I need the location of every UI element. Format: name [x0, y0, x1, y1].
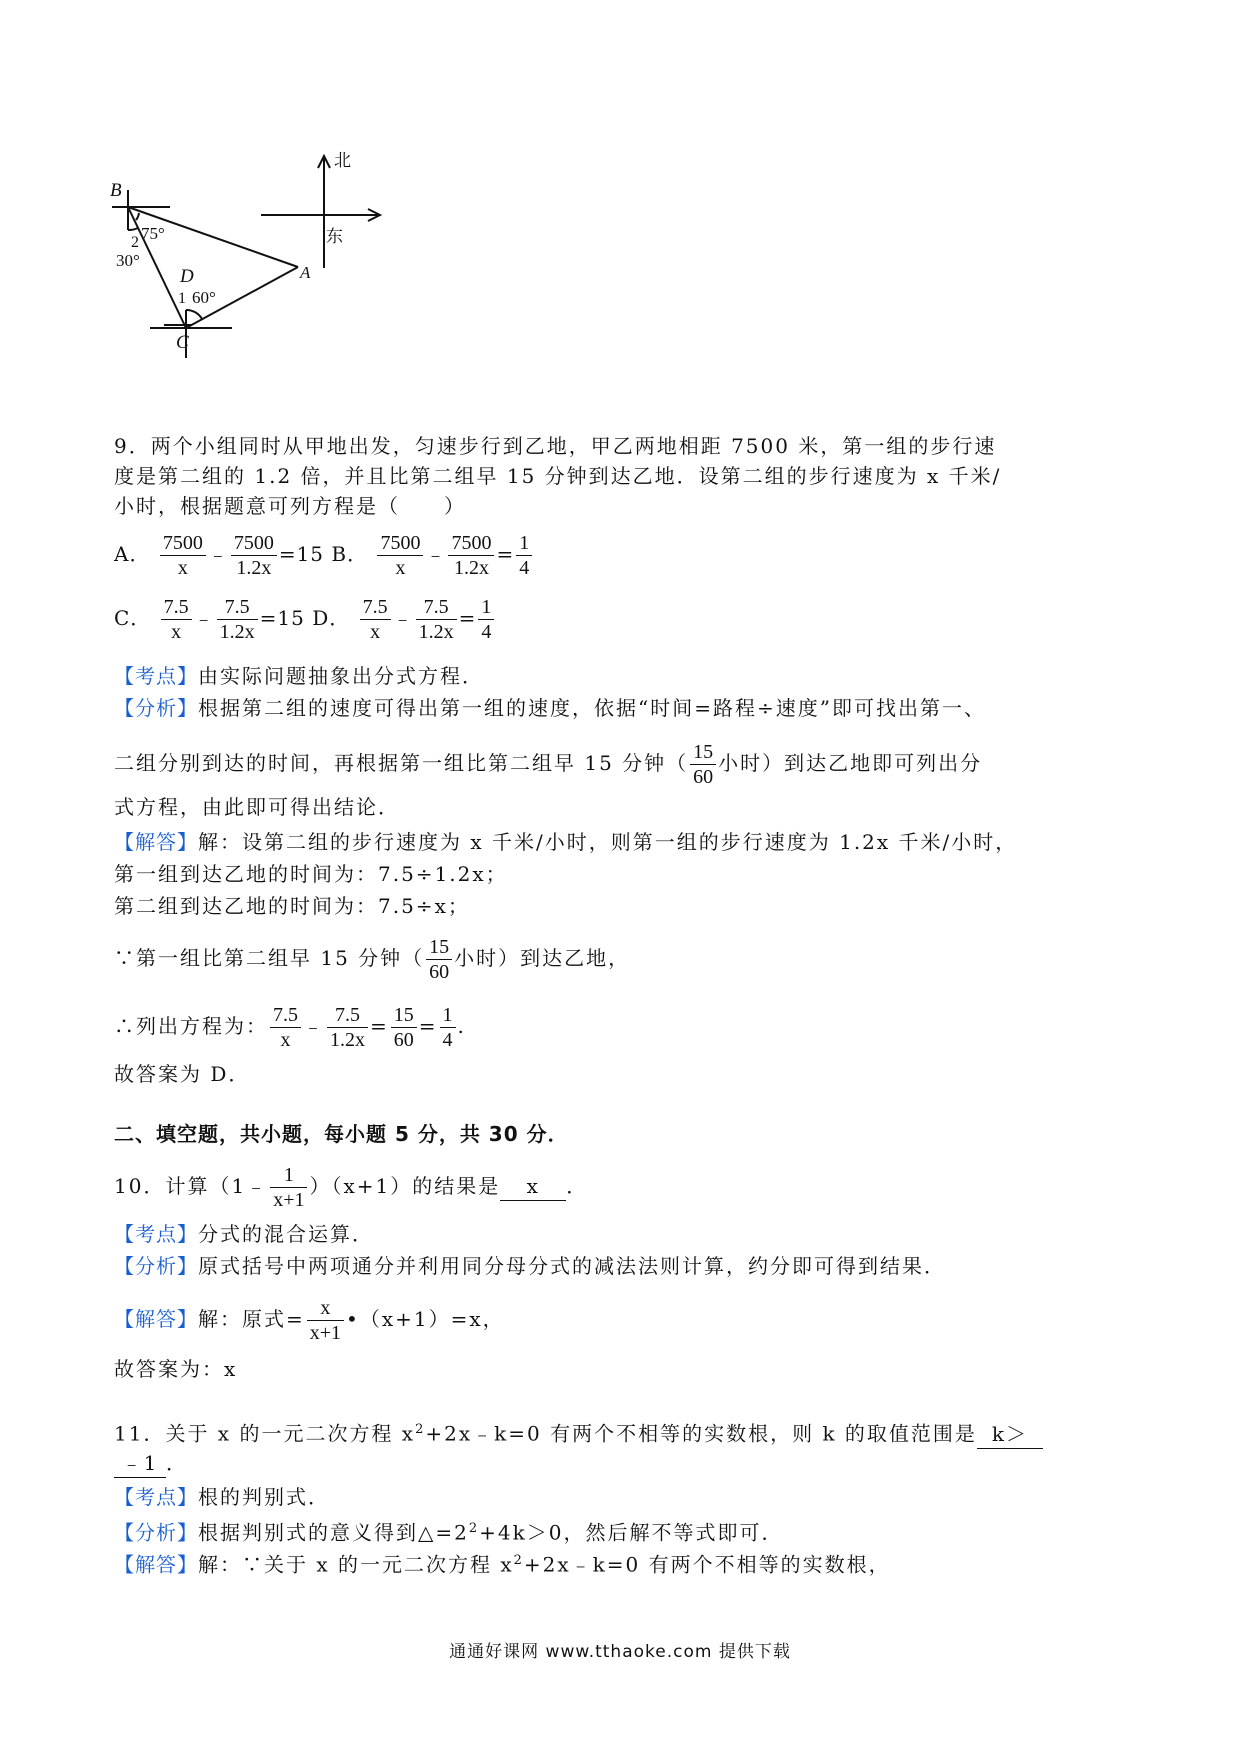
q10-stem: 10．计算（1﹣ $\frac{1}{x+1}$ ）（x+1）的结果是 x ． — [114, 1164, 589, 1211]
page-footer: 通通好课网 www.tthaoke.com 提供下载 — [449, 1642, 791, 1662]
kaodian-tag: 【考点】 — [114, 664, 198, 688]
option-C-rhs: =15 — [259, 606, 305, 630]
q11-answer-blank-2: ﹣1 — [114, 1449, 166, 1478]
q9-kaodian: 【考点】由实际问题抽象出分式方程． — [114, 664, 484, 688]
q10-jieda: 【解答】解：原式= $\frac{x}{x+1}$ •（x+1）=x， — [114, 1297, 505, 1344]
option-A-fraction-2: $\frac{7500}{1.2x}$ — [231, 531, 277, 580]
point-D-label: D — [180, 266, 194, 287]
fenxi-tag: 【分析】 — [114, 696, 198, 720]
option-B-fraction-1: $\frac{7500}{x}$ — [377, 531, 423, 580]
q9-jieda-line3: 第二组到达乙地的时间为：7.5÷x； — [114, 894, 470, 918]
angle-60-label: 60° — [192, 288, 216, 307]
option-D-fraction-1: $\frac{7.5}{x}$ — [360, 595, 391, 644]
q10-fenxi: 【分析】原式括号中两项通分并利用同分母分式的减法法则计算，约分即可得到结果． — [114, 1254, 946, 1278]
option-B-fraction-rhs: $\frac{1}{4}$ — [516, 531, 532, 580]
q11-stem-line2: ﹣1 ． — [114, 1449, 188, 1478]
point-A-label: A — [300, 263, 311, 282]
q10-kaodian: 【考点】分式的混合运算． — [114, 1222, 374, 1246]
geometry-figure — [108, 150, 388, 410]
option-C-fraction-2: $\frac{7.5}{1.2x}$ — [217, 595, 258, 644]
option-A-fraction-1: $\frac{7500}{x}$ — [160, 531, 206, 580]
section-2-heading: 二、填空题，共小题，每小题 5 分，共 30 分． — [114, 1122, 569, 1146]
q9-jieda-line2: 第一组到达乙地的时间为：7.5÷1.2x； — [114, 862, 508, 886]
q10-answer: 故答案为：x — [114, 1357, 238, 1381]
q10-fraction: $\frac{1}{x+1}$ — [270, 1163, 307, 1212]
angle-2-label: 2 — [131, 234, 139, 251]
option-D-label: D． — [312, 606, 351, 630]
jieda-tag: 【解答】 — [114, 830, 198, 854]
q9-fenxi-line3: 式方程，由此即可得出结论． — [114, 795, 400, 819]
angle-30-label: 30° — [116, 251, 140, 270]
q9-stem-line2: 度是第二组的 1.2 倍，并且比第二组早 15 分钟到达乙地．设第二组的步行速度为 x 千米/ — [114, 464, 1002, 488]
fenxi-fraction: $\frac{15}{60}$ — [690, 740, 716, 789]
q11-jieda: 【解答】解：∵关于 x 的一元二次方程 $x^2+2x﹣k=0$ 有两个不相等的实数根， — [114, 1552, 891, 1577]
option-C-label: C． — [114, 606, 152, 630]
angle-1-label: 1 — [178, 290, 186, 307]
q9-stem-line1: 9．两个小组同时从甲地出发，匀速步行到乙地，甲乙两地相距 7500 米，第一组的步行速 — [114, 434, 997, 458]
q11-fenxi: 【分析】根据判别式的意义得到$\triangle=2^2+4k>0$，然后解不等式即可． — [114, 1520, 784, 1545]
point-B-label: B — [110, 180, 122, 201]
option-A-rhs: =15 — [278, 542, 325, 566]
option-A-label: A． — [114, 542, 151, 566]
q9-answer: 故答案为 D． — [114, 1062, 251, 1086]
option-C-fraction-1: $\frac{7.5}{x}$ — [161, 595, 192, 644]
q10-jieda-fraction: $\frac{x}{x+1}$ — [307, 1296, 344, 1345]
q9-fenxi-line2: 二组分别到达的时间，再根据第一组比第二组早 15 分钟（ $\frac{15}{60}$ 小时）到达乙地即可列出分 — [114, 741, 983, 788]
north-label: 北 — [334, 151, 351, 171]
q11-stem-line1: 11．关于 x 的一元二次方程 $x^2+2x﹣k=0$ 有两个不相等的实数根，则 k 的取值范围是 k＞ — [114, 1416, 1043, 1449]
q9-options-AB: A． $\frac{7500}{x}$ ﹣ $\frac{7500}{1.2x}$ =15 B． $\frac{7500}{x}$ ﹣ $\frac{7500}{1.2x}$ = $\frac{1}{4}$ — [114, 531, 534, 580]
q11-answer-blank-1: k＞ — [977, 1420, 1043, 1449]
q9-fenxi-line1: 【分析】根据第二组的速度可得出第一组的速度，依据“时间=路程÷速度”即可找出第一、 — [114, 696, 986, 720]
east-label: 东 — [326, 227, 343, 247]
point-C-label: C — [176, 332, 189, 353]
jieda-fraction: $\frac{15}{60}$ — [426, 935, 452, 984]
q9-stem-line3: 小时，根据题意可列方程是（ ） — [114, 494, 466, 518]
q11-kaodian: 【考点】根的判别式． — [114, 1485, 330, 1509]
option-D-fraction-rhs: $\frac{1}{4}$ — [478, 595, 494, 644]
option-B-fraction-2: $\frac{7500}{1.2x}$ — [448, 531, 494, 580]
q9-jieda-equation: ∴列出方程为： $\frac{7.5}{x}$ ﹣ $\frac{7.5}{1.2x}$ = $\frac{15}{60}$ = $\frac{1}{4}$ . — [114, 1004, 466, 1051]
option-D-fraction-2: $\frac{7.5}{1.2x}$ — [416, 595, 457, 644]
q9-options-CD: C． $\frac{7.5}{x}$ ﹣ $\frac{7.5}{1.2x}$ =15 D． $\frac{7.5}{x}$ ﹣ $\frac{7.5}{1.2x}$ = $\frac{1}{4}$ — [114, 595, 496, 644]
q9-jieda-line1: 【解答】解：设第二组的步行速度为 x 千米/小时，则第一组的步行速度为 1.2x 千米/小时， — [114, 830, 1018, 854]
q9-jieda-line4: ∵第一组比第二组早 15 分钟（ $\frac{15}{60}$ 小时）到达乙地， — [114, 936, 631, 983]
angle-75-label: 75° — [141, 224, 165, 243]
q10-answer-blank: x — [500, 1172, 566, 1201]
option-B-label: B． — [331, 542, 369, 566]
